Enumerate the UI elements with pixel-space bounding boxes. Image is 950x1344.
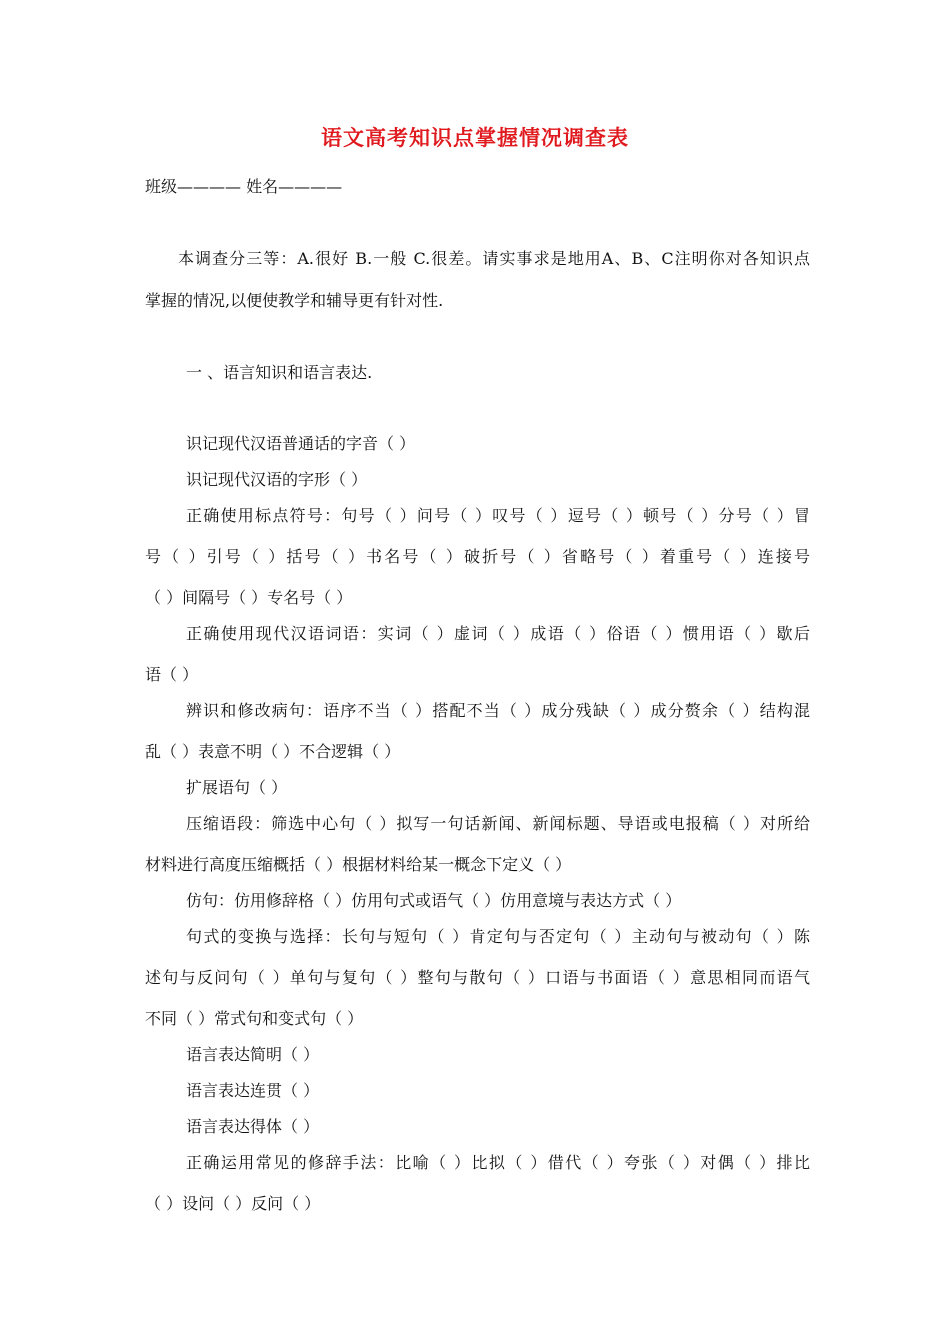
intro-line-2: 掌握的情况,以便使教学和辅导更有针对性. [145,291,444,310]
item-punctuation-line-3: （ ）间隔号（ ）专名号（ ） [145,588,353,607]
item-punctuation-line-1: 正确使用标点符号：句号（ ）问号（ ）叹号（ ）逗号（ ）顿号（ ）分号（ ）冒 [186,506,810,525]
item-concise: 语言表达简明（ ） [186,1045,320,1064]
item-transform-line-3: 不同（ ）常式句和变式句（ ） [145,1009,364,1028]
item-coherent: 语言表达连贯（ ） [186,1081,320,1100]
item-rhetoric-line-2: （ ）设问（ ）反问（ ） [145,1194,321,1213]
item-characters: 识记现代汉语的字形（ ） [186,470,368,489]
item-compress-line-2: 材料进行高度压缩概括（ ）根据材料给某一概念下定义（ ） [145,855,572,874]
item-transform-line-2: 述句与反问句（ ）单句与复句（ ）整句与散句（ ）口语与书面语（ ）意思相同而语气 [145,968,810,987]
item-words-line-2: 语（ ） [145,665,199,684]
item-compress-line-1: 压缩语段：筛选中心句（ ）拟写一句话新闻、新闻标题、导语或电报稿（ ）对所给 [186,814,810,833]
intro-line-1: 本调查分三等：A.很好 B.一般 C.很差。请实事求是地用A、B、C注明你对各知识点 [178,249,810,268]
item-rhetoric-line-1: 正确运用常见的修辞手法：比喻（ ）比拟（ ）借代（ ）夸张（ ）对偶（ ）排比 [186,1153,810,1172]
item-pronunciation: 识记现代汉语普通话的字音（ ） [186,434,416,453]
item-words-line-1: 正确使用现代汉语词语：实词（ ）虚词（ ）成语（ ）俗语（ ）惯用语（ ）歇后 [186,624,810,643]
item-imitate: 仿句：仿用修辞格（ ）仿用句式或语气（ ）仿用意境与表达方式（ ） [186,891,682,910]
item-expand: 扩展语句（ ） [186,778,288,797]
section-heading: 一 、语言知识和语言表达. [186,363,373,382]
item-punctuation-line-2: 号（ ）引号（ ）括号（ ）书名号（ ）破折号（ ）省略号（ ）着重号（ ）连接号 [145,547,810,566]
item-appropriate: 语言表达得体（ ） [186,1117,320,1136]
item-transform-line-1: 句式的变换与选择：长句与短句（ ）肯定句与否定句（ ）主动句与被动句（ ）陈 [186,927,810,946]
item-sentence-errors-line-1: 辨识和修改病句：语序不当（ ）搭配不当（ ）成分残缺（ ）成分赘余（ ）结构混 [186,701,810,720]
class-name-line: 班级———— 姓名———— [145,177,343,196]
page-title: 语文高考知识点掌握情况调查表 [321,125,629,150]
item-sentence-errors-line-2: 乱（ ）表意不明（ ）不合逻辑（ ） [145,742,401,761]
